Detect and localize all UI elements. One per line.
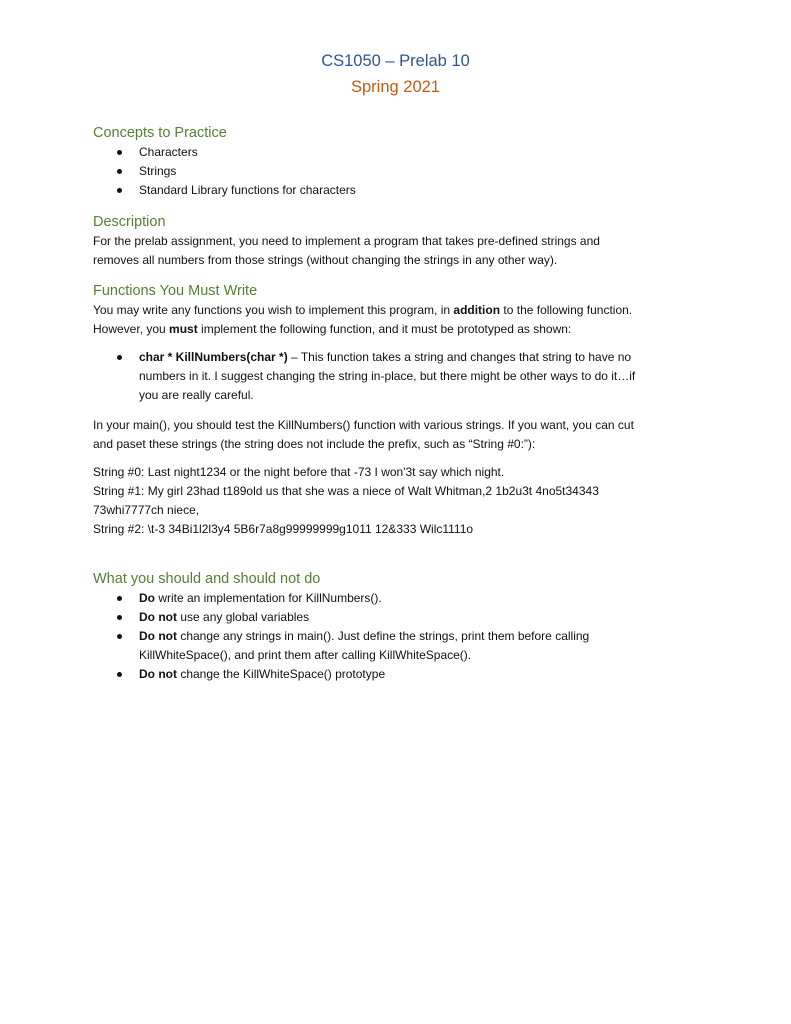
bullet-icon — [117, 355, 122, 360]
rules-list — [0, 589, 791, 684]
document-subtitle: Spring 2021 — [351, 78, 440, 96]
list-item: Do write an implementation for KillNumbers(). — [0, 589, 791, 608]
functions-intro: You may write any functions you wish to implement this program, in addition to the following function. However, you must implement the following function, and it must be prototyped as shown: — [93, 303, 633, 336]
bullet-icon — [117, 672, 122, 677]
bullet-icon — [117, 150, 122, 155]
list-item: char * KillNumbers(char *) – This function takes a string and changes that string to have no numbers in it. I suggest changing the string in-place, but there might be other ways to do it…if you are really careful. — [0, 348, 791, 405]
main-instructions: In your main(), you should test the KillNumbers() function with various strings. If you want, you can cut and paset these strings (the string does not include the prefix, such as “String #0:”): — [93, 418, 634, 451]
functions-heading: Functions You Must Write — [93, 283, 258, 299]
rules-heading: What you should and should not do — [93, 571, 321, 587]
list-item: Do not use any global variables — [0, 608, 791, 627]
description-heading: Description — [93, 214, 166, 230]
bullet-icon — [117, 634, 122, 639]
test-strings: String #0: Last night1234 or the night before that -73 I won'3t say which night. String #1: My girl 23had t189old us that she was a niece of Walt Whitman,2 1b2u3t 4no5t34343 73whi7777ch niece, String #2: \t-3 34Bi1l2l3y4 5B6r7a8g99999999g1011 12&333 Wilc1111o — [93, 465, 599, 536]
list-item: Do not change any strings in main(). Just define the strings, print them before calling KillWhiteSpace(), and print them after calling KillWhiteSpace(). — [0, 627, 791, 665]
document-title: CS1050 – Prelab 10 — [321, 52, 470, 70]
concepts-list — [0, 143, 791, 200]
list-item: Strings — [0, 162, 791, 181]
bullet-icon — [117, 169, 122, 174]
function-list — [0, 348, 791, 405]
bullet-icon — [117, 596, 122, 601]
description-text: For the prelab assignment, you need to implement a program that takes pre-defined strings and removes all numbers from those strings (without changing the strings in any other way). — [93, 234, 600, 267]
bullet-icon — [117, 188, 122, 193]
bullet-icon — [117, 615, 122, 620]
list-item: Characters — [0, 143, 791, 162]
list-item: Standard Library functions for characters — [0, 181, 791, 200]
list-item: Do not change the KillWhiteSpace() prototype — [0, 665, 791, 684]
concepts-heading: Concepts to Practice — [93, 125, 227, 141]
